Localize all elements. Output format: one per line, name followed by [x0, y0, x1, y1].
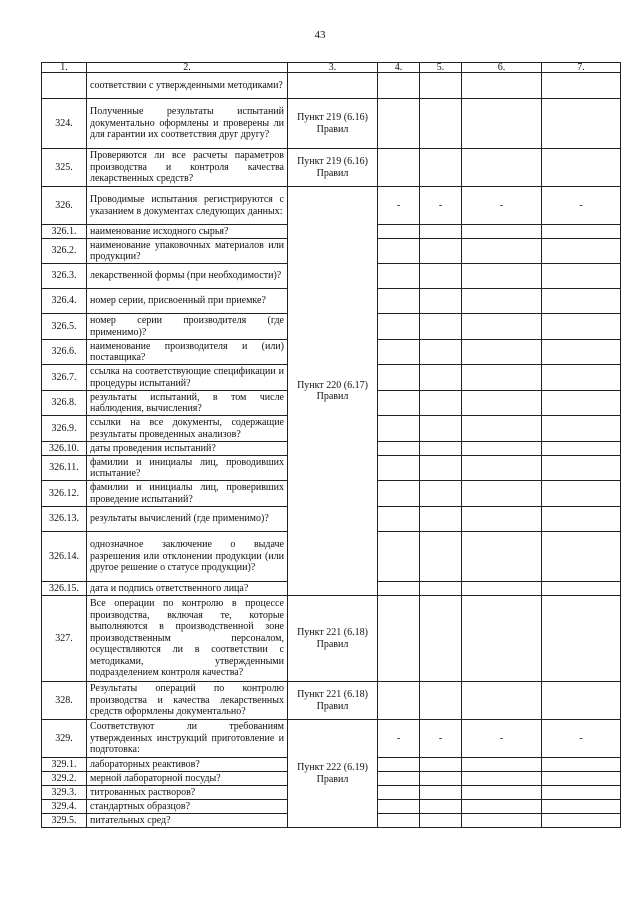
not-applicable-mark: - — [378, 720, 420, 758]
item-number: 324. — [42, 99, 87, 149]
item-question: наименование упаковочных материалов или продукции? — [87, 239, 288, 264]
item-number: 326.2. — [42, 239, 87, 264]
item-number: 326.11. — [42, 456, 87, 481]
item-number: 329.5. — [42, 814, 87, 828]
item-reference: Пункт 221 (6.18) Правил — [288, 682, 378, 720]
item-question: соответствии с утвержденными методиками? — [87, 73, 288, 99]
item-number: 326.12. — [42, 481, 87, 507]
item-question: лекарственной формы (при необходимости)? — [87, 264, 288, 289]
item-number: 329.2. — [42, 772, 87, 786]
item-number: 326.1. — [42, 225, 87, 239]
item-reference: Пункт 221 (6.18) Правил — [288, 596, 378, 682]
item-number: 326.7. — [42, 365, 87, 391]
item-number: 326.10. — [42, 442, 87, 456]
table-row — [42, 187, 621, 225]
item-number: 326.15. — [42, 582, 87, 596]
header-cell: 6. — [462, 63, 542, 73]
item-question: мерной лабораторной посуды? — [87, 772, 288, 786]
item-number: 326.14. — [42, 532, 87, 582]
table-row — [42, 682, 621, 720]
item-question: наименование исходного сырья? — [87, 225, 288, 239]
header-cell: 3. — [288, 63, 378, 73]
item-number: 329. — [42, 720, 87, 758]
item-number: 326.8. — [42, 391, 87, 416]
not-applicable-mark: - — [542, 187, 621, 225]
item-number: 326.9. — [42, 416, 87, 442]
item-reference: Пункт 219 (6.16) Правил — [288, 99, 378, 149]
not-applicable-mark: - — [542, 720, 621, 758]
item-number: 329.1. — [42, 758, 87, 772]
header-cell: 7. — [542, 63, 621, 73]
item-number: 326. — [42, 187, 87, 225]
page-number: 43 — [314, 29, 326, 41]
item-number: 327. — [42, 596, 87, 682]
item-number: 326.13. — [42, 507, 87, 532]
table-row — [42, 99, 621, 149]
item-number: 326.6. — [42, 340, 87, 365]
not-applicable-mark: - — [462, 187, 542, 225]
item-reference: Пункт 219 (6.16) Правил — [288, 149, 378, 187]
item-question: стандартных образцов? — [87, 800, 288, 814]
item-question: Проводимые испытания регистрируются с указанием в документах следующих данных: — [87, 187, 288, 225]
item-question: Проверяются ли все расчеты параметров производства и контроля качества лекарственных средств? — [87, 149, 288, 187]
item-number — [42, 73, 87, 99]
item-number: 326.4. — [42, 289, 87, 314]
header-cell: 5. — [420, 63, 462, 73]
item-question: однозначное заключение о выдаче разрешения или отклонении продукции (или другое решение о статусе продукции)? — [87, 532, 288, 582]
table-row — [42, 720, 621, 758]
item-question: результаты испытаний, в том числе наблюдения, вычисления? — [87, 391, 288, 416]
not-applicable-mark: - — [462, 720, 542, 758]
item-question: ссылки на все документы, содержащие результаты проведенных анализов? — [87, 416, 288, 442]
checklist-table — [41, 62, 621, 828]
item-question: лабораторных реактивов? — [87, 758, 288, 772]
not-applicable-mark: - — [420, 720, 462, 758]
item-number: 329.3. — [42, 786, 87, 800]
item-question: дата и подпись ответственного лица? — [87, 582, 288, 596]
item-number: 326.5. — [42, 314, 87, 340]
table-row — [42, 149, 621, 187]
header-cell: 2. — [87, 63, 288, 73]
item-question: фамилии и инициалы лиц, проверивших проведение испытаний? — [87, 481, 288, 507]
item-question: питательных сред? — [87, 814, 288, 828]
item-question: Результаты операций по контролю производства и качества лекарственных средств оформлены документально? — [87, 682, 288, 720]
item-number: 326.3. — [42, 264, 87, 289]
item-question: наименование производителя и (или) поставщика? — [87, 340, 288, 365]
item-question: ссылка на соответствующие спецификации и процедуры испытаний? — [87, 365, 288, 391]
item-question: даты проведения испытаний? — [87, 442, 288, 456]
not-applicable-mark: - — [378, 187, 420, 225]
item-number: 329.4. — [42, 800, 87, 814]
header-cell: 4. — [378, 63, 420, 73]
item-question: Соответствуют ли требованиям утвержденных инструкций приготовление и подготовка: — [87, 720, 288, 758]
item-reference: Пункт 220 (6.17) Правил — [288, 187, 378, 596]
table-row — [42, 73, 621, 99]
item-question: фамилии и инициалы лиц, проводивших испытание? — [87, 456, 288, 481]
table-header-row — [42, 63, 621, 73]
not-applicable-mark: - — [420, 187, 462, 225]
item-question: Все операции по контролю в процессе производства, включая те, которые выполняются в производственной зоне производственным персоналом, осуществляются ли в соответствии с методиками, утвержденными подразделением контроля качества? — [87, 596, 288, 682]
header-cell: 1. — [42, 63, 87, 73]
item-number: 325. — [42, 149, 87, 187]
item-question: титрованных растворов? — [87, 786, 288, 800]
item-question: результаты вычислений (где применимо)? — [87, 507, 288, 532]
item-reference: Пункт 222 (6.19) Правил — [288, 720, 378, 828]
item-question: номер серии производителя (где применимо)? — [87, 314, 288, 340]
table-row — [42, 596, 621, 682]
item-question: номер серии, присвоенный при приемке? — [87, 289, 288, 314]
item-question: Полученные результаты испытаний документально оформлены и проверены ли для гарантии их соответствия друг другу? — [87, 99, 288, 149]
item-number: 328. — [42, 682, 87, 720]
